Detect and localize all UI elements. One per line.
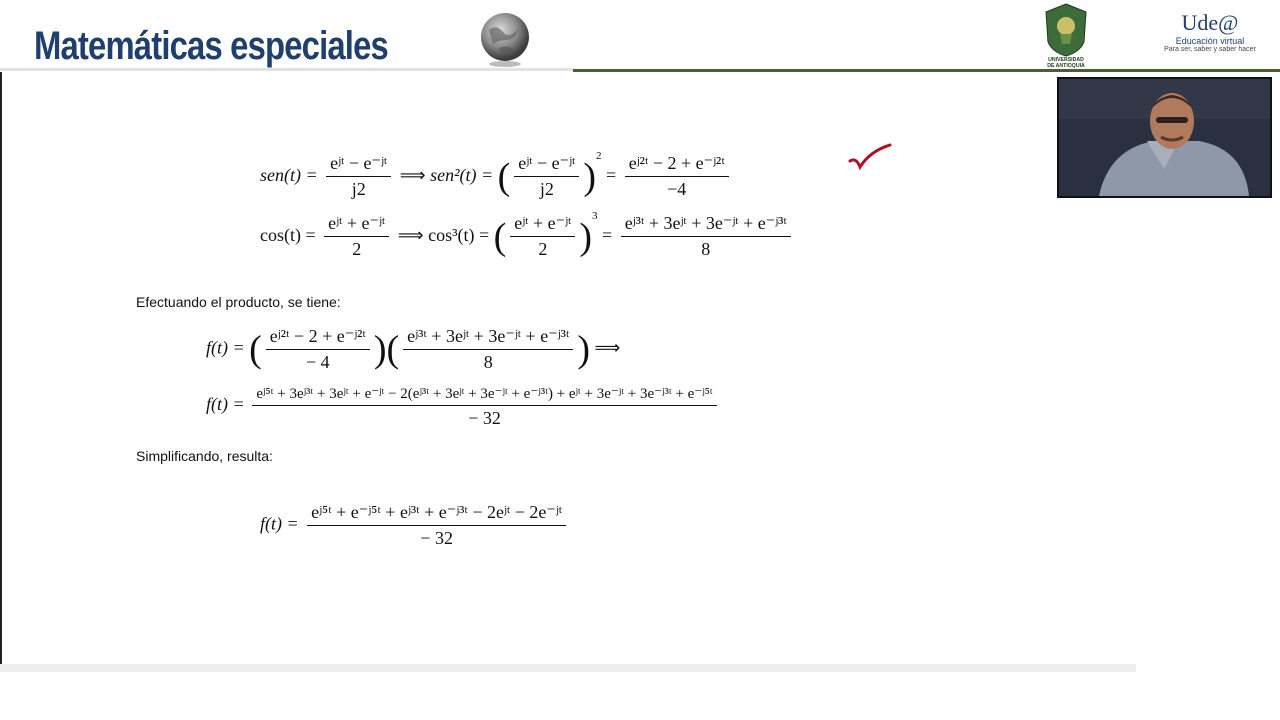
eq3-f2-numerator: eʲ³ᵗ + 3eʲᵗ + 3e⁻ʲᵗ + e⁻ʲ³ᵗ bbox=[403, 326, 573, 350]
equation-cos-cubed bbox=[260, 210, 795, 260]
equation-sen-squared bbox=[260, 150, 733, 200]
presenter-figure bbox=[1059, 79, 1270, 196]
eq2-fraction-1 bbox=[324, 213, 389, 260]
globe-icon bbox=[479, 10, 531, 68]
udea-subtitle: Educación virtual bbox=[1175, 36, 1245, 46]
eq1-right-paren: ) bbox=[583, 155, 597, 198]
eq5-denominator: − 32 bbox=[420, 528, 453, 548]
eq2-f3-numerator: eʲ³ᵗ + 3eʲᵗ + 3e⁻ʲᵗ + e⁻ʲ³ᵗ bbox=[621, 213, 791, 237]
eq3-fraction-2 bbox=[403, 326, 573, 373]
eq3-left-paren-1: ( bbox=[249, 328, 262, 371]
eq3-fraction-1 bbox=[266, 326, 370, 373]
page-title: Matemáticas especiales bbox=[34, 24, 388, 68]
eq3-f1-numerator: eʲ²ᵗ − 2 + e⁻ʲ²ᵗ bbox=[266, 326, 370, 350]
eq2-right-paren: ) bbox=[579, 215, 593, 258]
eq3-right-paren-2: ) bbox=[577, 328, 590, 371]
eq2-f2-numerator: eʲᵗ + e⁻ʲᵗ bbox=[510, 213, 575, 237]
checkmark-annotation bbox=[846, 143, 894, 173]
slide-bottom-bar bbox=[0, 664, 1136, 672]
eq3-lhs: f(t) = bbox=[206, 337, 245, 358]
eq3-f1-denominator: − 4 bbox=[306, 352, 330, 372]
presenter-video bbox=[1057, 77, 1272, 198]
eq3-right-paren-1: ) bbox=[373, 328, 387, 371]
eq5-numerator: eʲ⁵ᵗ + e⁻ʲ⁵ᵗ + eʲ³ᵗ + e⁻ʲ³ᵗ − 2eʲᵗ − 2e⁻ʲᵗ bbox=[307, 502, 566, 526]
eq2-f2-denominator: 2 bbox=[538, 239, 548, 260]
header-rule-right bbox=[573, 69, 1280, 72]
eq4-numerator: eʲ⁵ᵗ + 3eʲ³ᵗ + 3eʲᵗ + e⁻ʲᵗ − 2(eʲ³ᵗ + 3eʲᵗ + 3e⁻ʲᵗ + e⁻ʲ³ᵗ) + eʲᵗ + 3e⁻ʲᵗ + 3e⁻ʲ³ᵗ + e⁻ʲ⁵ᵗ bbox=[252, 384, 716, 406]
svg-text:DE ANTIOQUIA: DE ANTIOQUIA bbox=[1047, 63, 1085, 69]
equation-product bbox=[206, 326, 620, 373]
university-seal-logo bbox=[1040, 2, 1092, 70]
eq1-f3-numerator: eʲ²ᵗ − 2 + e⁻ʲ²ᵗ bbox=[625, 153, 729, 177]
eq3-arrow: ⟹ bbox=[594, 337, 621, 358]
eq1-exponent: 2 bbox=[596, 150, 602, 162]
eq3-left-paren-2: ( bbox=[386, 328, 400, 371]
eq1-fraction-2 bbox=[514, 153, 579, 200]
eq1-f2-numerator: eʲᵗ − e⁻ʲᵗ bbox=[514, 153, 579, 177]
udea-tagline: Para ser, saber y saber hacer bbox=[1164, 46, 1256, 53]
eq1-lhs: sen(t) = bbox=[260, 165, 318, 185]
equation-simplified bbox=[260, 502, 570, 549]
eq5-lhs: f(t) = bbox=[260, 513, 299, 534]
eq2-mid: cos³(t) = bbox=[428, 225, 490, 245]
eq4-denominator: − 32 bbox=[468, 408, 501, 428]
equation-expanded bbox=[206, 384, 721, 429]
eq4-lhs: f(t) = bbox=[206, 393, 245, 414]
header-rule-left bbox=[0, 68, 573, 71]
eq2-arrow: ⟹ bbox=[397, 225, 424, 245]
svg-text:UNIVERSIDAD: UNIVERSIDAD bbox=[1048, 57, 1084, 63]
eq2-f1-denominator: 2 bbox=[352, 239, 362, 260]
udea-logo bbox=[1150, 10, 1270, 53]
eq1-mid: sen²(t) = bbox=[430, 165, 494, 185]
eq1-fraction-3 bbox=[625, 153, 729, 200]
eq2-lhs: cos(t) = bbox=[260, 225, 316, 245]
eq1-arrow: ⟹ bbox=[399, 165, 426, 185]
eq2-exponent: 3 bbox=[592, 210, 598, 222]
eq2-f1-numerator: eʲᵗ + e⁻ʲᵗ bbox=[324, 213, 389, 237]
eq2-fraction-3 bbox=[621, 213, 791, 260]
eq1-equals: = bbox=[606, 165, 617, 185]
text-simplificando: Simplificando, resulta: bbox=[136, 448, 273, 464]
eq2-f3-denominator: 8 bbox=[701, 239, 711, 260]
slide-left-border bbox=[0, 72, 2, 666]
eq2-left-paren: ( bbox=[493, 215, 507, 258]
eq4-fraction bbox=[252, 384, 716, 429]
eq1-f2-denominator: j2 bbox=[539, 179, 554, 200]
eq1-f3-denominator: −4 bbox=[667, 179, 687, 200]
eq3-f2-denominator: 8 bbox=[483, 352, 493, 372]
text-efectuando: Efectuando el producto, se tiene: bbox=[136, 294, 341, 310]
udea-brand: Ude@ bbox=[1181, 10, 1239, 35]
eq1-fraction-1 bbox=[326, 153, 391, 200]
eq5-fraction bbox=[307, 502, 566, 549]
eq2-fraction-2 bbox=[510, 213, 575, 260]
eq1-left-paren: ( bbox=[497, 155, 511, 198]
eq1-f1-denominator: j2 bbox=[351, 179, 366, 200]
eq2-equals: = bbox=[602, 225, 613, 245]
eq1-f1-numerator: eʲᵗ − e⁻ʲᵗ bbox=[326, 153, 391, 177]
